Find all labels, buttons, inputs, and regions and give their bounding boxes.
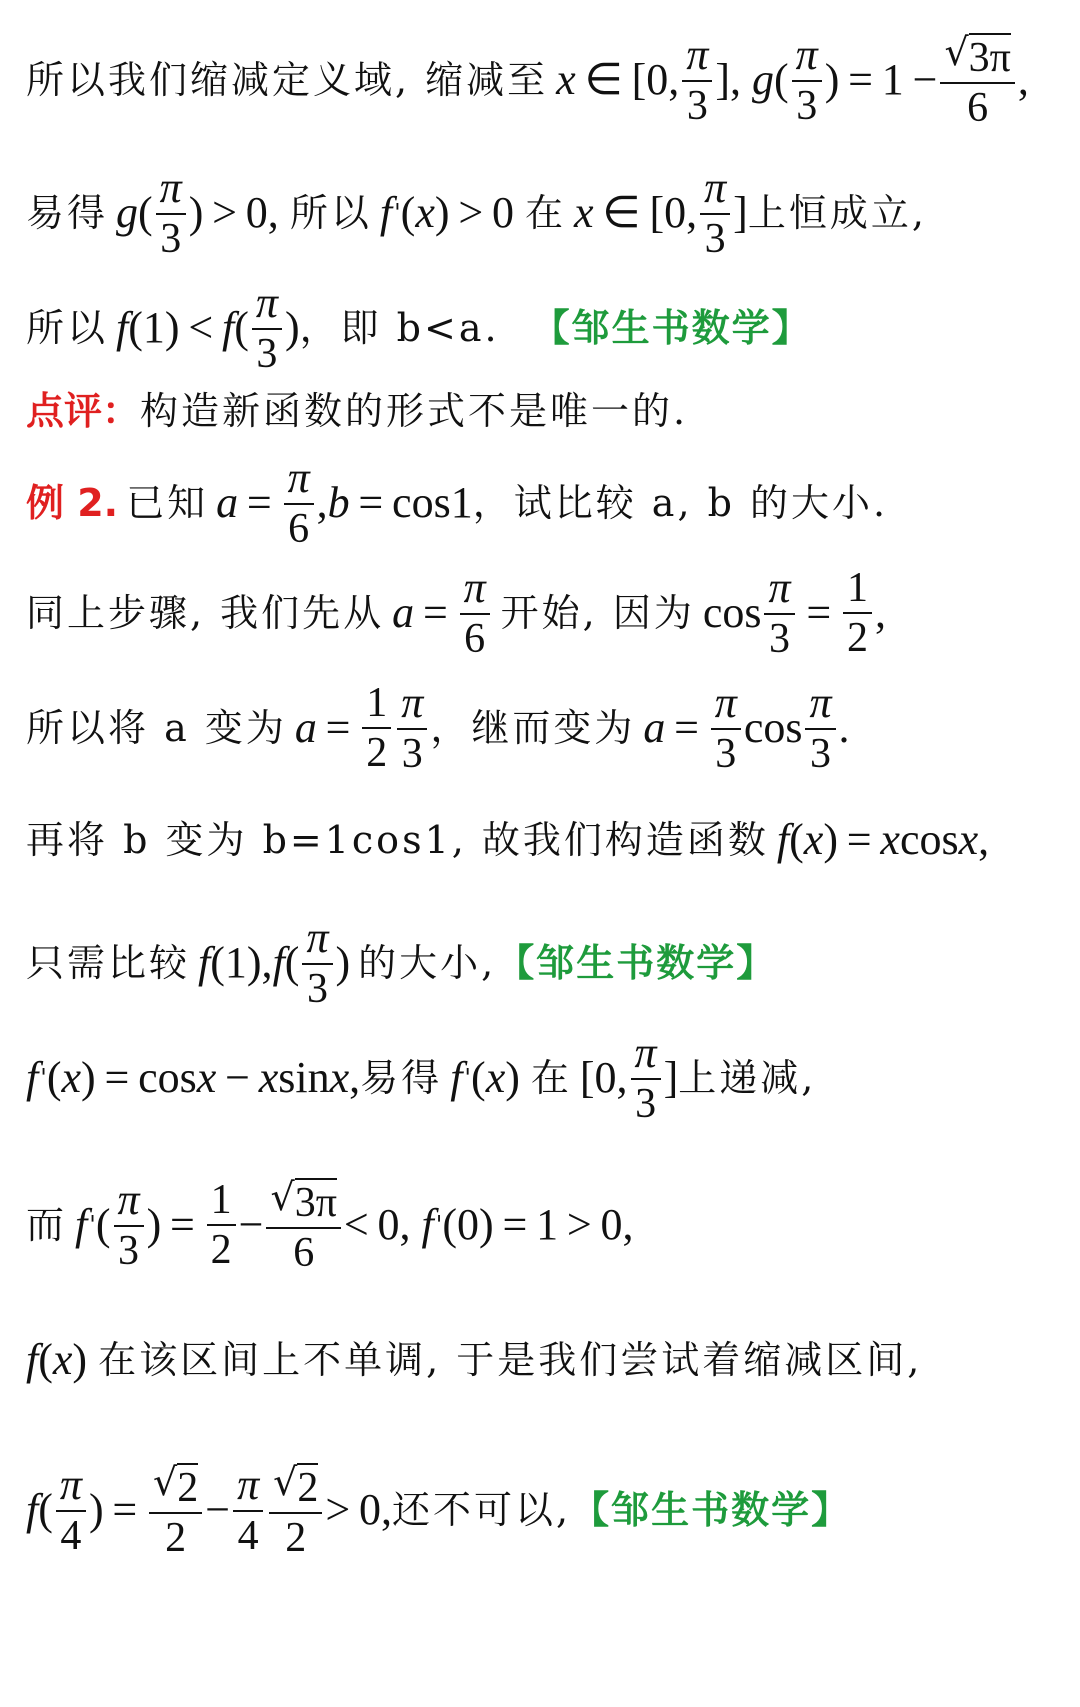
fraction-pi-over-3: $\frac{\pi}{3}$ — [302, 915, 332, 1011]
comment-label: 点评： — [26, 389, 141, 433]
fraction-pi-over-3: $\frac{\pi}{3}$ — [700, 165, 730, 261]
example-label: 例 2. — [26, 481, 119, 526]
line-3: 所以 f (1) < f ( $\frac{\pi}{3}$ ) ，即 b<a. 【邹生书数学】 — [26, 278, 812, 378]
fraction-sqrt3pi-over-6: √ 3π 6 — [940, 30, 1014, 130]
line-12: f ( x ) 在该区间上不单调, 于是我们尝试着缩减区间, — [26, 1335, 923, 1384]
fraction-1-over-2: $\frac{1}{2}$ — [362, 681, 391, 775]
brand-watermark: 【邹生书数学】 — [531, 305, 812, 351]
fraction-pi-over-3: $\frac{\pi}{3}$ — [252, 280, 282, 376]
brand-watermark: 【邹生书数学】 — [571, 1487, 852, 1533]
fraction-sqrt2-over-2: √ 2 2 — [269, 1460, 322, 1560]
fraction-pi-over-6: $\frac{\pi}{6}$ — [284, 455, 314, 551]
fraction-pi-over-3: $\frac{\pi}{3}$ — [156, 165, 186, 261]
fraction-sqrt2-over-2: √ 2 2 — [149, 1460, 202, 1560]
line-2: 易得 g ( $\frac{\pi}{3}$ ) > 0, 所以 f ' ( x ) > 0 在 x ∈ [0, $\frac{\pi}{3}$ ] 上恒成立, — [26, 163, 927, 263]
fraction-pi-over-3: $\frac{\pi}{3}$ — [114, 1177, 144, 1273]
line-5: 例 2. 已知 a = $\frac{\pi}{6}$ , b = cos1 ，试比较 a, b 的大小. — [26, 453, 889, 553]
fraction-sqrt3pi-over-6: √ 3π 6 — [266, 1175, 340, 1275]
fraction-pi-over-3: $\frac{\pi}{3}$ — [792, 32, 822, 128]
line-7: 所以将 a 变为 a = $\frac{1}{2}$ $\frac{\pi}{3}$ ，继而变为 a = $\frac{\pi}{3}$ cos $\frac{\pi}{3}$ . — [26, 678, 850, 778]
fraction-pi-over-3: $\frac{\pi}{3}$ — [764, 565, 794, 661]
fraction-pi-over-4: $\frac{\pi}{4}$ — [233, 1462, 263, 1558]
line-10: f ' ( x ) = cos x − x sin x , 易得 f ' ( x ) 在 [0, $\frac{\pi}{3}$ ] 上递减, — [26, 1028, 817, 1128]
brand-watermark: 【邹生书数学】 — [496, 940, 777, 986]
line-8: 再将 b 变为 b=1cos1, 故我们构造函数 f ( x ) = x cos x , — [26, 815, 990, 864]
fraction-pi-over-3: $\frac{\pi}{3}$ — [711, 680, 741, 776]
line-13: f ( $\frac{\pi}{4}$ ) = √ 2 2 − $\frac{\pi}{4}$ √ 2 2 > 0, 还不可以, 【邹生书数学】 — [26, 1459, 852, 1562]
fraction-1-over-2: $\frac{1}{2}$ — [207, 1178, 236, 1272]
fraction-pi-over-3: $\frac{\pi}{3}$ — [631, 1030, 661, 1126]
fraction-pi-over-3: $\frac{\pi}{3}$ — [682, 32, 712, 128]
line-9: 只需比较 f (1), f ( $\frac{\pi}{3}$ ) 的大小, 【邹生书数学】 — [26, 913, 777, 1013]
line-11: 而 f ' ( $\frac{\pi}{3}$ ) = $\frac{1}{2}$ − √ 3π 6 < 0, f ' (0) = 1 > 0, — [26, 1174, 634, 1277]
fraction-pi-over-4: $\frac{\pi}{4}$ — [56, 1462, 86, 1558]
fraction-pi-over-3: $\frac{\pi}{3}$ — [805, 680, 835, 776]
line-1-text: 所以我们缩减定义域, 缩减至 — [26, 58, 549, 103]
line-1: 所以我们缩减定义域, 缩减至 x ∈ [0, $\frac{\pi}{3}$ ], g ( $\frac{\pi}{3}$ ) = 1 − √ 3π 6 , — [26, 29, 1029, 132]
fraction-pi-over-3: $\frac{\pi}{3}$ — [397, 680, 427, 776]
line-6: 同上步骤, 我们先从 a = $\frac{\pi}{6}$ 开始, 因为 cos $\frac{\pi}{3}$ = $\frac{1}{2}$ , — [26, 563, 886, 663]
line-4: 点评： 构造新函数的形式不是唯一的. — [26, 389, 689, 433]
fraction-pi-over-6: $\frac{\pi}{6}$ — [460, 565, 490, 661]
fraction-1-over-2: $\frac{1}{2}$ — [843, 566, 872, 660]
